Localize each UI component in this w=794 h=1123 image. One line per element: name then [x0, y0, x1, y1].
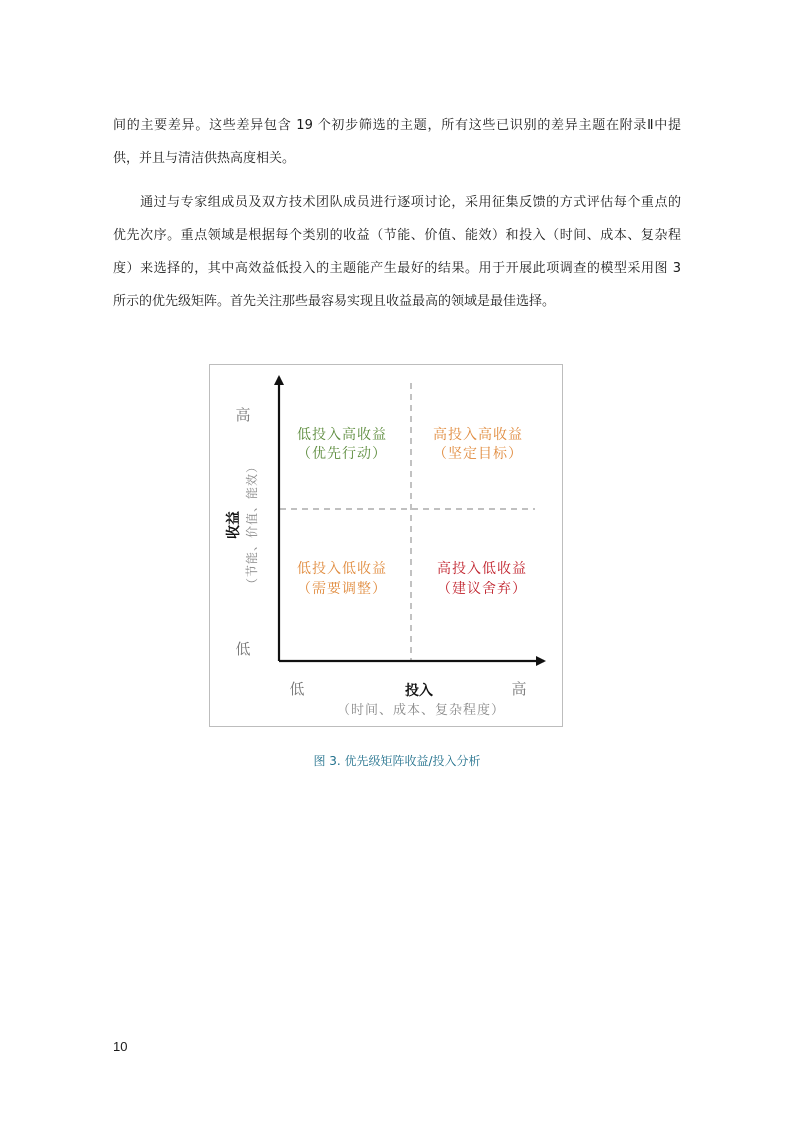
paragraph-line: 所示的优先级矩阵。首先关注那些最容易实现且收益最高的领域是最佳选择。 [113, 294, 556, 309]
quadrant-top-right-note: （坚定目标） [433, 446, 523, 462]
y-high-label: 高 [235, 406, 251, 424]
quadrant-bottom-right-title: 高投入低收益 [437, 561, 527, 577]
page-number: 10 [113, 1039, 128, 1054]
paragraph-line: 度）来选择的，其中高效益低投入的主题能产生最好的结果。用于开展此项调查的模型采用图 3 [113, 261, 681, 276]
y-axis-label: 收益 [226, 511, 242, 539]
quadrant-bottom-left-title: 低投入低收益 [297, 561, 387, 577]
priority-matrix-figure [209, 364, 563, 727]
x-axis-label: 投入 [405, 683, 433, 699]
quadrant-bottom-right-note: （建议舍弃） [437, 581, 527, 597]
paragraph-line: 优先次序。重点领域是根据每个类别的收益（节能、价值、能效）和投入（时间、成本、复杂程 [113, 228, 681, 243]
x-high-label: 高 [511, 680, 527, 698]
paragraph-line: 间的主要差异。这些差异包含 19 个初步筛选的主题，所有这些已识别的差异主题在附录Ⅱ中提 [113, 118, 681, 133]
paragraph-line: 供，并且与清洁供热高度相关。 [113, 151, 296, 166]
x-axis-sublabel: （时间、成本、复杂程度） [336, 703, 506, 718]
y-low-label: 低 [235, 640, 251, 658]
body-paragraph-1 [113, 109, 681, 175]
x-low-label: 低 [289, 680, 305, 698]
y-axis-sublabel: （节能、价值、能效） [245, 459, 259, 591]
quadrant-bottom-left-note: （需要调整） [297, 581, 387, 597]
paragraph-line: 通过与专家组成员及双方技术团队成员进行逐项讨论，采用征集反馈的方式评估每个重点的 [113, 195, 681, 210]
figure-caption: 图 3. 优先级矩阵收益/投入分析 [313, 754, 481, 768]
quadrant-top-right-title: 高投入高收益 [433, 427, 523, 443]
quadrant-top-left-note: （优先行动） [297, 446, 387, 462]
priority-matrix-diagram [210, 365, 564, 728]
quadrant-top-left-title: 低投入高收益 [297, 427, 387, 443]
body-paragraph-2 [113, 186, 681, 318]
